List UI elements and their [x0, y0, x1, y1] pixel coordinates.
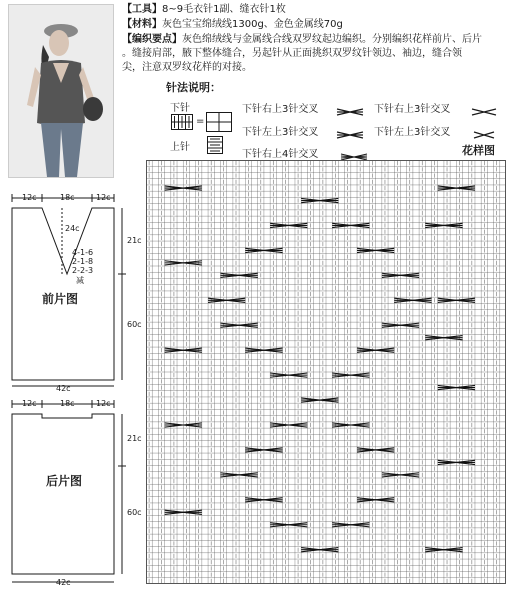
tools-text: 8~9毛衣针1副、缝衣针1枚 [162, 4, 286, 15]
cable-right-3-small-icon [470, 101, 498, 120]
front-piece-diagram [2, 190, 142, 393]
neck-decrease-2: 2-1-8 [72, 257, 94, 266]
back-top-left-measure: 12c [22, 399, 37, 408]
neck-decrease-3: 2-2-3 [72, 266, 94, 275]
back-bottom-measure: 42c [56, 578, 71, 587]
front-piece-label: 前片图 [42, 292, 79, 306]
knit-symbol-icon [171, 114, 193, 134]
neck-decrease-1: 4-1-6 [72, 248, 94, 257]
model-photo [8, 4, 114, 178]
back-side-lower-measure: 60c [127, 508, 142, 517]
front-side-lower-measure: 60c [127, 320, 142, 329]
front-neck-depth-measure: 24c [65, 224, 80, 233]
stitch-label-1: 下针右上3针交叉 [242, 104, 319, 115]
front-top-left-measure: 12c [22, 193, 37, 202]
stitch-label-3: 下针左上3针交叉 [242, 127, 319, 138]
key-points-line-2: 。缝接肩部，腋下整体缝合，另起针从正面挑织双罗纹针领边、袖边，缝合领 [122, 48, 462, 59]
cable-right-3-icon [336, 101, 364, 120]
front-bottom-measure: 42c [56, 384, 71, 393]
knit-label: 下针 [170, 103, 190, 114]
legend-equals: = [196, 116, 205, 127]
materials-text: 灰色宝宝绵绒线1300g、金色金属线70g [162, 19, 343, 30]
front-side-upper-measure: 21c [127, 236, 142, 245]
legend-title: 针法说明： [166, 81, 221, 94]
neck-decrease-note: 减 [76, 276, 84, 285]
cable-left-3-icon [336, 124, 364, 143]
pattern-chart-title: 花样图 [462, 144, 495, 157]
stitch-label-5: 下针右上4针交叉 [242, 149, 319, 160]
cable-left-3-small-icon [470, 124, 498, 143]
back-top-mid-measure: 18c [60, 399, 75, 408]
key-points-text-1: 灰色绵绒线与金属线合线双罗纹起边编织。分别编织花样前片、后片 [182, 34, 482, 45]
purl-symbol-icon [207, 136, 223, 158]
key-points-label: 【编织要点】 [122, 34, 182, 45]
purl-label: 上针 [170, 142, 190, 153]
model-figure-image [9, 5, 113, 177]
stitch-label-2: 下针右上3针交叉 [374, 104, 451, 115]
knit-blank-icon [206, 112, 232, 136]
front-top-right-measure: 12c [96, 193, 111, 202]
tools-label: 【工具】 [122, 4, 162, 15]
key-points-line-1 [122, 33, 482, 47]
back-top-right-measure: 12c [96, 399, 111, 408]
key-points-line-3: 尖，注意双罗纹花样的对接。 [122, 62, 252, 73]
materials-label: 【材料】 [122, 19, 162, 30]
stitch-label-4: 下针左上3针交叉 [374, 127, 451, 138]
back-side-upper-measure: 21c [127, 434, 142, 443]
front-top-mid-measure: 18c [60, 193, 75, 202]
back-piece-label: 后片图 [46, 474, 83, 488]
back-piece-diagram [2, 396, 142, 591]
pattern-chart-grid [146, 160, 506, 584]
materials-line [122, 18, 343, 32]
tools-line [122, 3, 286, 17]
